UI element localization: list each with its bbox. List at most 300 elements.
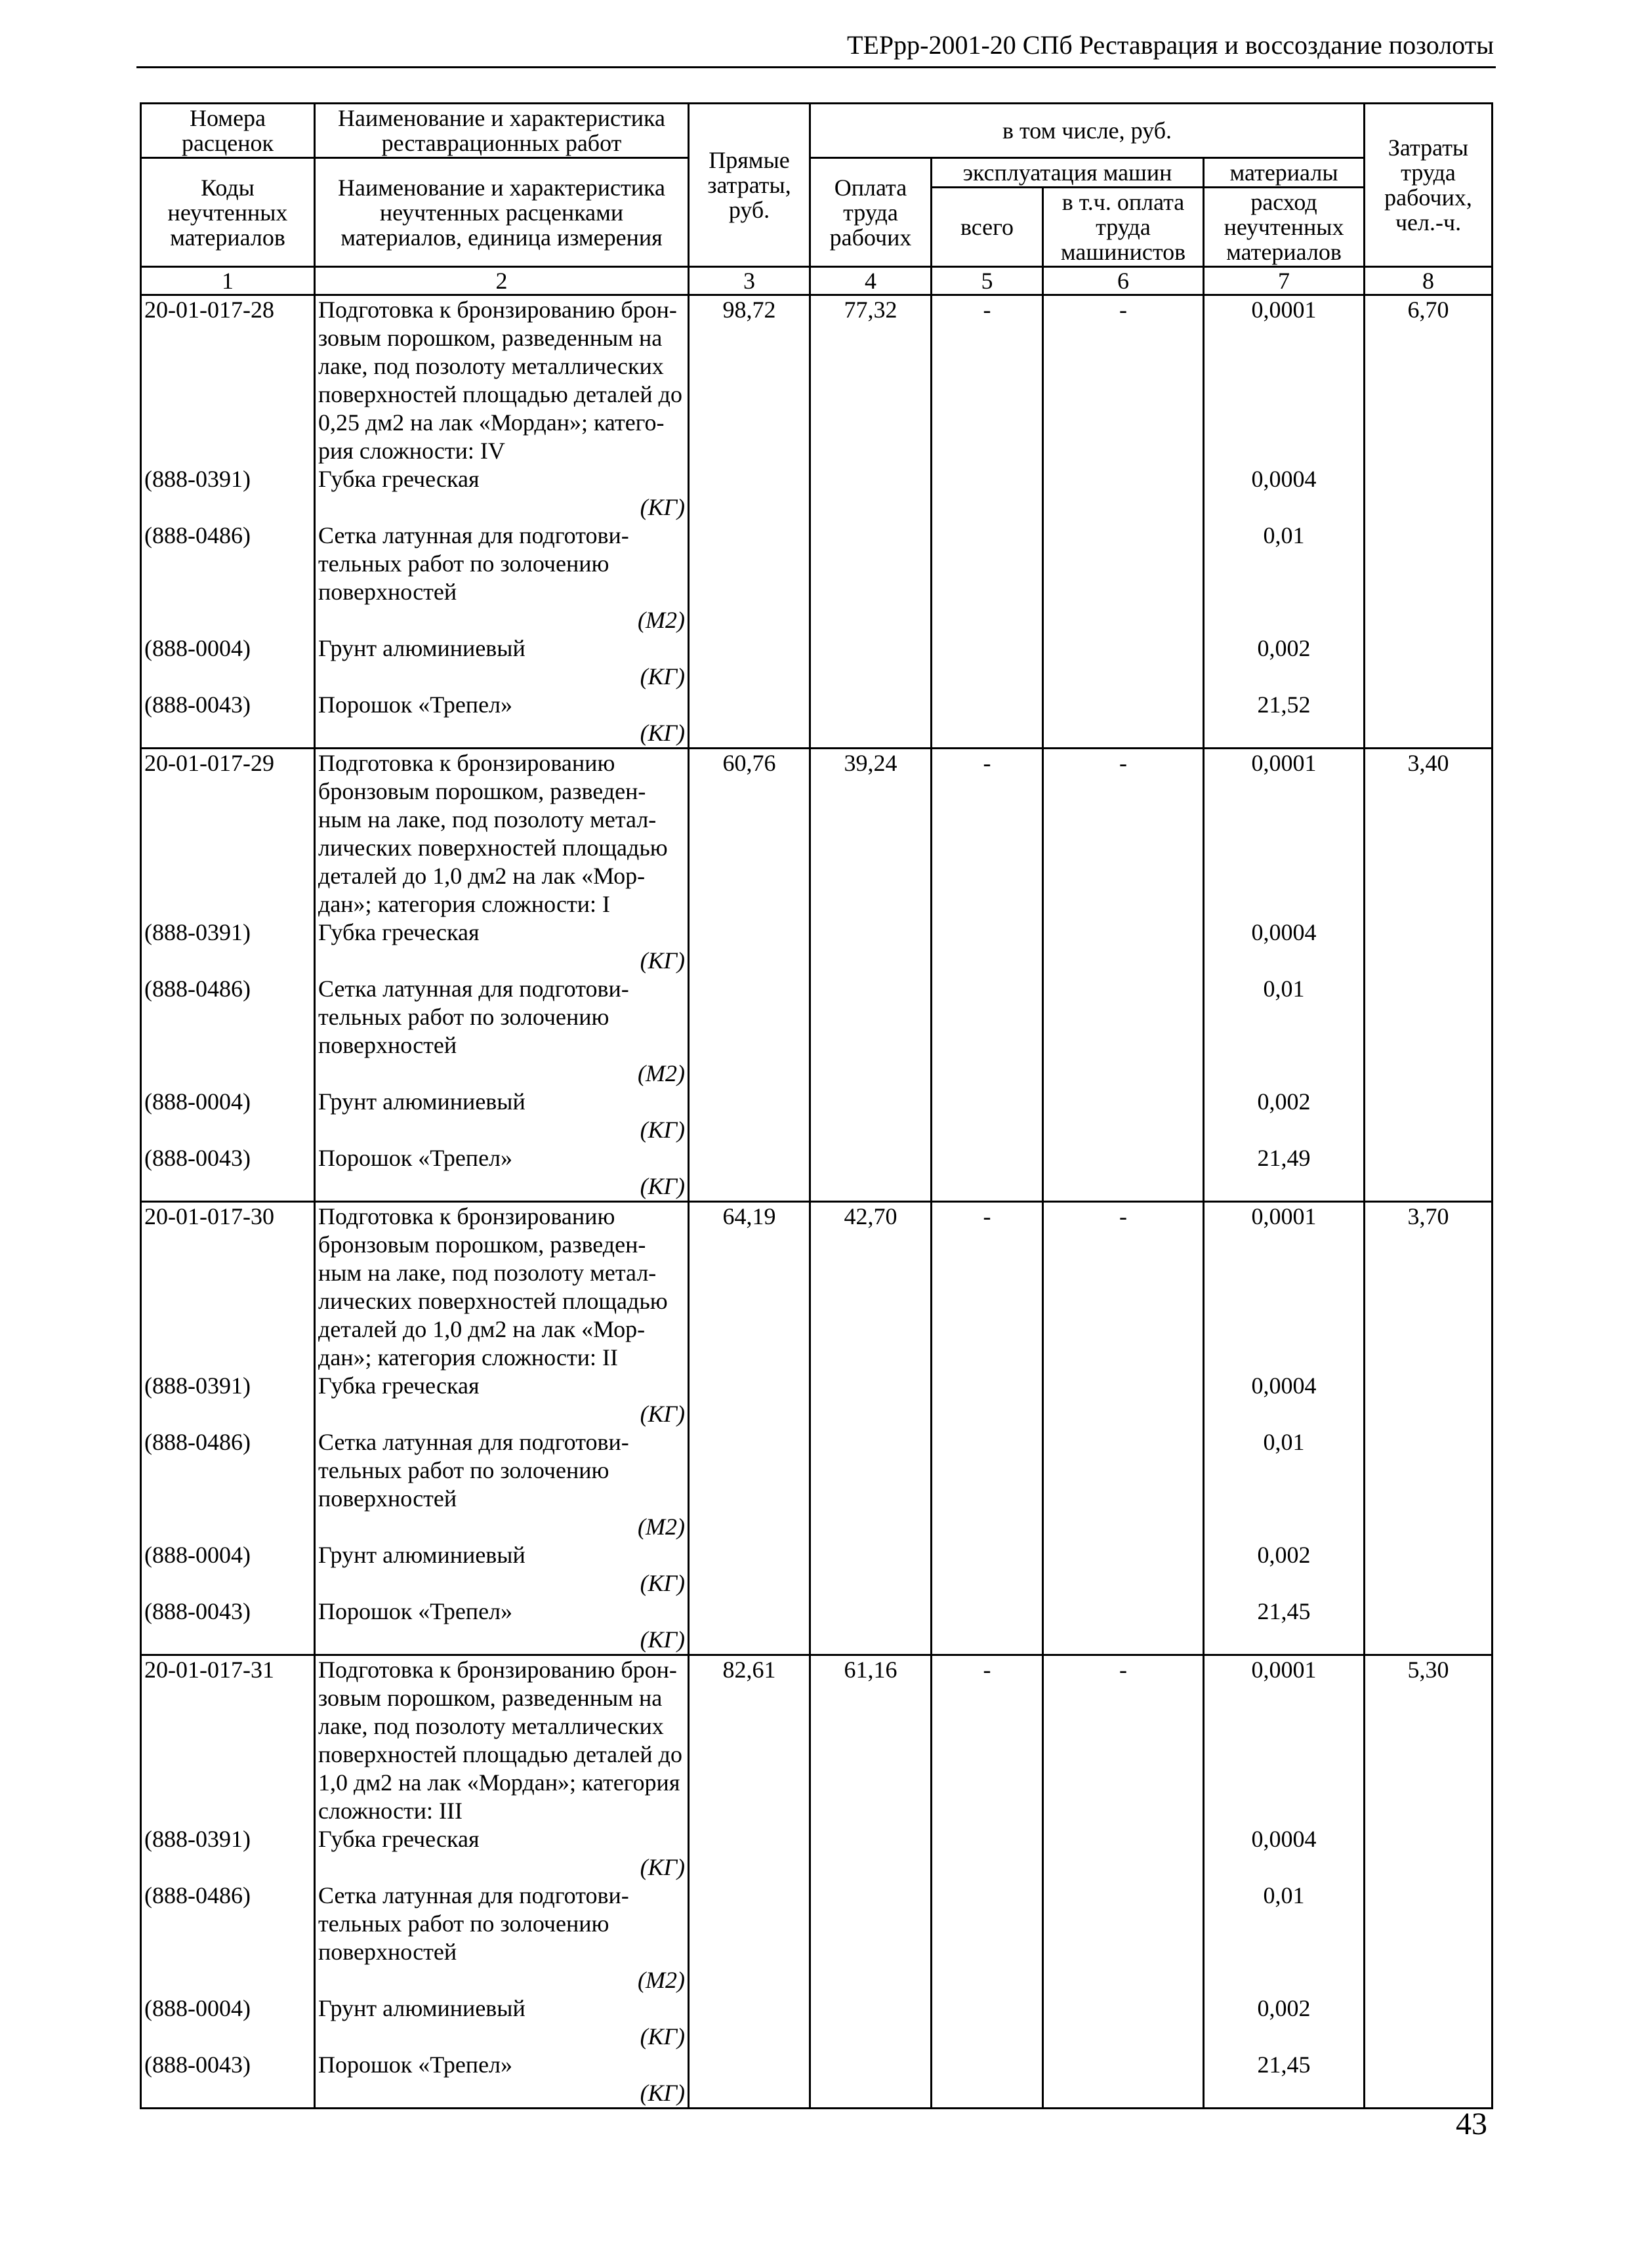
column-number: 4: [810, 267, 932, 295]
material-unit: (КГ): [315, 663, 689, 691]
empty-cell: [932, 493, 1043, 522]
empty-cell: [689, 1626, 810, 1655]
column-number: 1: [141, 267, 315, 295]
empty-cell: [932, 465, 1043, 493]
empty-cell: [1043, 1144, 1204, 1172]
material-quantity: 0,002: [1204, 1541, 1365, 1569]
material-code: (888-0486): [141, 1428, 315, 1513]
material-quantity: 0,0004: [1204, 1825, 1365, 1853]
material-quantity: 21,52: [1204, 691, 1365, 719]
labor-pay-value: 39,24: [810, 749, 932, 919]
empty-cell: [689, 1116, 810, 1144]
empty-cell: [810, 1172, 932, 1202]
material-quantity: 0,01: [1204, 1428, 1365, 1513]
empty-cell: [1365, 465, 1493, 493]
column-number: 3: [689, 267, 810, 295]
empty-cell: [1365, 1372, 1493, 1400]
material-code: (888-0043): [141, 1144, 315, 1172]
header-material-name: Наименование и характеристика неучтенных расценками материалов, единица измерения: [315, 158, 689, 267]
empty-cell: [932, 719, 1043, 749]
material-row: [141, 918, 1493, 947]
empty-cell: [932, 1116, 1043, 1144]
material-row: [141, 1825, 1493, 1853]
material-name: Порошок «Трепел»: [315, 691, 689, 719]
empty-cell: [932, 2051, 1043, 2079]
empty-cell: [1043, 947, 1204, 975]
empty-cell: [1365, 1626, 1493, 1655]
material-code: (888-0391): [141, 1825, 315, 1853]
empty-cell: [1043, 1400, 1204, 1428]
empty-cell: [1204, 1172, 1365, 1202]
machines-total-value: -: [932, 1202, 1043, 1372]
labor-pay-value: 61,16: [810, 1655, 932, 1826]
material-quantity: 21,45: [1204, 2051, 1365, 2079]
material-row: [141, 1428, 1493, 1513]
empty-cell: [1365, 663, 1493, 691]
material-row: [141, 975, 1493, 1060]
empty-cell: [141, 1060, 315, 1088]
empty-cell: [1365, 1116, 1493, 1144]
empty-cell: [932, 1428, 1043, 1513]
empty-cell: [1043, 1513, 1204, 1541]
empty-cell: [810, 2079, 932, 2109]
rate-code: 20-01-017-28: [141, 295, 315, 466]
material-code: (888-0043): [141, 691, 315, 719]
empty-cell: [810, 2023, 932, 2051]
empty-cell: [1043, 1372, 1204, 1400]
column-number: 5: [932, 267, 1043, 295]
empty-cell: [810, 1966, 932, 1994]
empty-cell: [1043, 691, 1204, 719]
column-number: 2: [315, 267, 689, 295]
empty-cell: [810, 493, 932, 522]
direct-costs-value: 98,72: [689, 295, 810, 466]
material-code: (888-0004): [141, 634, 315, 663]
empty-cell: [932, 1088, 1043, 1116]
empty-cell: [1365, 947, 1493, 975]
rate-row: [141, 1655, 1493, 1826]
rate-description: Подготовка к бронзированию бронзовым порошком, разведен- ным на лаке, под позолоту метал- лических поверхностей площадью деталей до 1,0 дм2 на лак «Мор- дан»; категория сложности: I: [315, 749, 689, 919]
empty-cell: [1365, 1060, 1493, 1088]
empty-cell: [141, 1400, 315, 1428]
material-unit: (КГ): [315, 947, 689, 975]
empty-cell: [1204, 1060, 1365, 1088]
material-code: (888-0391): [141, 1372, 315, 1400]
empty-cell: [810, 1372, 932, 1400]
direct-costs-value: 60,76: [689, 749, 810, 919]
material-quantity: 0,0004: [1204, 465, 1365, 493]
material-name: Порошок «Трепел»: [315, 1144, 689, 1172]
material-quantity: 0,0004: [1204, 1372, 1365, 1400]
empty-cell: [932, 1569, 1043, 1598]
machinist-pay-value: -: [1043, 1655, 1204, 1826]
empty-cell: [932, 2023, 1043, 2051]
material-quantity: 0,01: [1204, 975, 1365, 1060]
material-code: (888-0486): [141, 1882, 315, 1966]
empty-cell: [932, 1172, 1043, 1202]
material-unit: (М2): [315, 606, 689, 634]
material-unit-row: [141, 1116, 1493, 1144]
material-row: [141, 1882, 1493, 1966]
empty-cell: [810, 522, 932, 606]
material-consumption-value: 0,0001: [1204, 749, 1365, 919]
header-machines-total: всего: [932, 188, 1043, 267]
material-code: (888-0391): [141, 465, 315, 493]
empty-cell: [1204, 1966, 1365, 1994]
empty-cell: [932, 1626, 1043, 1655]
page-number: 43: [1456, 2107, 1487, 2141]
material-code: (888-0004): [141, 1541, 315, 1569]
empty-cell: [1043, 2079, 1204, 2109]
material-row: [141, 1541, 1493, 1569]
empty-cell: [932, 1400, 1043, 1428]
material-consumption-value: 0,0001: [1204, 295, 1365, 466]
rate-row: [141, 1202, 1493, 1372]
empty-cell: [1043, 1060, 1204, 1088]
empty-cell: [932, 975, 1043, 1060]
machinist-pay-value: -: [1043, 1202, 1204, 1372]
empty-cell: [689, 606, 810, 634]
empty-cell: [810, 975, 932, 1060]
empty-cell: [141, 2023, 315, 2051]
empty-cell: [932, 918, 1043, 947]
empty-cell: [932, 1966, 1043, 1994]
empty-cell: [1043, 1882, 1204, 1966]
empty-cell: [810, 2051, 932, 2079]
empty-cell: [932, 1372, 1043, 1400]
empty-cell: [932, 691, 1043, 719]
empty-cell: [810, 1569, 932, 1598]
empty-cell: [810, 1882, 932, 1966]
empty-cell: [1043, 975, 1204, 1060]
material-name: Порошок «Трепел»: [315, 1598, 689, 1626]
machinist-pay-value: -: [1043, 749, 1204, 919]
column-number: 8: [1365, 267, 1493, 295]
page-header-title: ТЕРрр-2001-20 СПб Реставрация и воссоздание позолоты: [847, 30, 1494, 60]
empty-cell: [141, 1853, 315, 1882]
empty-cell: [810, 1541, 932, 1569]
header-labor-hours: Затраты труда рабочих, чел.-ч.: [1365, 104, 1493, 267]
empty-cell: [689, 522, 810, 606]
material-unit: (М2): [315, 1966, 689, 1994]
empty-cell: [1204, 1569, 1365, 1598]
empty-cell: [689, 975, 810, 1060]
empty-cell: [810, 947, 932, 975]
labor-hours-value: 6,70: [1365, 295, 1493, 466]
empty-cell: [1365, 1825, 1493, 1853]
empty-cell: [689, 1172, 810, 1202]
material-name: Грунт алюминиевый: [315, 1088, 689, 1116]
material-unit-row: [141, 1400, 1493, 1428]
empty-cell: [689, 634, 810, 663]
empty-cell: [1365, 1513, 1493, 1541]
material-name: Сетка латунная для подготови- тельных работ по золочению поверхностей: [315, 1882, 689, 1966]
empty-cell: [810, 1060, 932, 1088]
labor-pay-value: 77,32: [810, 295, 932, 466]
empty-cell: [1043, 719, 1204, 749]
empty-cell: [1365, 1172, 1493, 1202]
empty-cell: [1043, 1994, 1204, 2023]
machines-total-value: -: [932, 295, 1043, 466]
empty-cell: [689, 493, 810, 522]
material-code: (888-0391): [141, 918, 315, 947]
material-code: (888-0043): [141, 1598, 315, 1626]
empty-cell: [1043, 634, 1204, 663]
material-row: [141, 522, 1493, 606]
empty-cell: [1204, 719, 1365, 749]
empty-cell: [1204, 493, 1365, 522]
empty-cell: [810, 719, 932, 749]
empty-cell: [141, 1966, 315, 1994]
empty-cell: [1043, 663, 1204, 691]
empty-cell: [1204, 663, 1365, 691]
material-unit-row: [141, 947, 1493, 975]
empty-cell: [932, 1853, 1043, 1882]
header-material-codes: Коды неучтенных материалов: [141, 158, 315, 267]
empty-cell: [1043, 1598, 1204, 1626]
empty-cell: [1043, 1626, 1204, 1655]
labor-hours-value: 5,30: [1365, 1655, 1493, 1826]
material-quantity: 0,01: [1204, 522, 1365, 606]
empty-cell: [1043, 1088, 1204, 1116]
empty-cell: [810, 663, 932, 691]
material-unit-row: [141, 606, 1493, 634]
material-unit: (КГ): [315, 1853, 689, 1882]
empty-cell: [1365, 522, 1493, 606]
material-code: (888-0004): [141, 1088, 315, 1116]
empty-cell: [1365, 2079, 1493, 2109]
header-rule: [136, 66, 1496, 68]
empty-cell: [141, 719, 315, 749]
empty-cell: [141, 606, 315, 634]
empty-cell: [689, 2079, 810, 2109]
empty-cell: [932, 1598, 1043, 1626]
rate-code: 20-01-017-31: [141, 1655, 315, 1826]
material-code: (888-0043): [141, 2051, 315, 2079]
empty-cell: [689, 465, 810, 493]
header-direct-costs: Прямые затраты, руб.: [689, 104, 810, 267]
empty-cell: [1365, 1994, 1493, 2023]
material-unit: (КГ): [315, 1569, 689, 1598]
empty-cell: [689, 2023, 810, 2051]
empty-cell: [689, 947, 810, 975]
machines-total-value: -: [932, 1655, 1043, 1826]
material-unit-row: [141, 1172, 1493, 1202]
empty-cell: [689, 1825, 810, 1853]
empty-cell: [1043, 1825, 1204, 1853]
empty-cell: [1365, 1088, 1493, 1116]
empty-cell: [1365, 1569, 1493, 1598]
empty-cell: [689, 1966, 810, 1994]
material-unit: (М2): [315, 1513, 689, 1541]
header-work-name: Наименование и характеристика реставрационных работ: [315, 104, 689, 158]
empty-cell: [810, 1088, 932, 1116]
empty-cell: [1043, 1853, 1204, 1882]
empty-cell: [141, 1626, 315, 1655]
empty-cell: [810, 634, 932, 663]
material-unit-row: [141, 493, 1493, 522]
empty-cell: [1043, 1116, 1204, 1144]
rate-description: Подготовка к бронзированию бронзовым порошком, разведен- ным на лаке, под позолоту метал- лических поверхностей площадью деталей до 1,0 дм2 на лак «Мор- дан»; категория сложности: II: [315, 1202, 689, 1372]
empty-cell: [810, 1400, 932, 1428]
material-row: [141, 1598, 1493, 1626]
material-row: [141, 1994, 1493, 2023]
empty-cell: [1365, 1541, 1493, 1569]
empty-cell: [689, 1060, 810, 1088]
empty-cell: [689, 1428, 810, 1513]
empty-cell: [1365, 918, 1493, 947]
empty-cell: [932, 1994, 1043, 2023]
material-row: [141, 691, 1493, 719]
empty-cell: [810, 606, 932, 634]
machinist-pay-value: -: [1043, 295, 1204, 466]
direct-costs-value: 64,19: [689, 1202, 810, 1372]
empty-cell: [689, 1400, 810, 1428]
empty-cell: [689, 719, 810, 749]
empty-cell: [810, 691, 932, 719]
empty-cell: [810, 1513, 932, 1541]
material-row: [141, 1088, 1493, 1116]
material-name: Губка греческая: [315, 1825, 689, 1853]
empty-cell: [1365, 1882, 1493, 1966]
empty-cell: [1365, 691, 1493, 719]
column-number: 6: [1043, 267, 1204, 295]
empty-cell: [1204, 947, 1365, 975]
empty-cell: [1365, 1853, 1493, 1882]
empty-cell: [1365, 2023, 1493, 2051]
empty-cell: [810, 918, 932, 947]
price-table: [140, 102, 1493, 2109]
empty-cell: [1365, 1966, 1493, 1994]
empty-cell: [1365, 606, 1493, 634]
empty-cell: [810, 1626, 932, 1655]
material-name: Сетка латунная для подготови- тельных работ по золочению поверхностей: [315, 975, 689, 1060]
material-unit-row: [141, 2079, 1493, 2109]
material-code: (888-0004): [141, 1994, 315, 2023]
empty-cell: [932, 1060, 1043, 1088]
empty-cell: [689, 1513, 810, 1541]
material-unit-row: [141, 663, 1493, 691]
empty-cell: [932, 606, 1043, 634]
empty-cell: [689, 1853, 810, 1882]
empty-cell: [1204, 2079, 1365, 2109]
empty-cell: [932, 1144, 1043, 1172]
empty-cell: [141, 663, 315, 691]
material-unit: (КГ): [315, 2079, 689, 2109]
empty-cell: [1204, 606, 1365, 634]
material-quantity: 0,01: [1204, 1882, 1365, 1966]
material-name: Губка греческая: [315, 465, 689, 493]
empty-cell: [810, 1428, 932, 1513]
empty-cell: [1043, 2051, 1204, 2079]
empty-cell: [141, 947, 315, 975]
material-quantity: 21,49: [1204, 1144, 1365, 1172]
empty-cell: [689, 1088, 810, 1116]
empty-cell: [1204, 1400, 1365, 1428]
empty-cell: [1365, 1144, 1493, 1172]
empty-cell: [1043, 493, 1204, 522]
empty-cell: [141, 1116, 315, 1144]
empty-cell: [1365, 634, 1493, 663]
empty-cell: [1043, 606, 1204, 634]
header-machine-operation: эксплуатация машин: [932, 158, 1204, 188]
empty-cell: [1365, 493, 1493, 522]
empty-cell: [1365, 975, 1493, 1060]
empty-cell: [932, 1513, 1043, 1541]
empty-cell: [689, 918, 810, 947]
empty-cell: [932, 1882, 1043, 1966]
empty-cell: [810, 1825, 932, 1853]
material-row: [141, 634, 1493, 663]
material-unit: (КГ): [315, 1116, 689, 1144]
rate-description: Подготовка к бронзированию брон- зовым порошком, разведенным на лаке, под позолоту металлических поверхностей площадью деталей до 1,0 дм2 на лак «Мордан»; категория сложности: III: [315, 1655, 689, 1826]
rate-row: [141, 295, 1493, 466]
empty-cell: [689, 1994, 810, 2023]
empty-cell: [1365, 1428, 1493, 1513]
empty-cell: [689, 663, 810, 691]
labor-hours-value: 3,70: [1365, 1202, 1493, 1372]
header-rate-numbers: Номера расценок: [141, 104, 315, 158]
material-unit: (КГ): [315, 493, 689, 522]
empty-cell: [1043, 1428, 1204, 1513]
material-unit: (КГ): [315, 1626, 689, 1655]
material-consumption-value: 0,0001: [1204, 1655, 1365, 1826]
material-unit: (КГ): [315, 1172, 689, 1202]
material-name: Грунт алюминиевый: [315, 634, 689, 663]
empty-cell: [1204, 1513, 1365, 1541]
rate-description: Подготовка к бронзированию брон- зовым порошком, разведенным на лаке, под позолоту металлических поверхностей площадью деталей до 0,25 дм2 на лак «Мордан»; катего- рия сложности: IV: [315, 295, 689, 466]
material-name: Грунт алюминиевый: [315, 1994, 689, 2023]
empty-cell: [932, 947, 1043, 975]
empty-cell: [932, 663, 1043, 691]
empty-cell: [1365, 2051, 1493, 2079]
material-unit-row: [141, 1966, 1493, 1994]
empty-cell: [689, 1144, 810, 1172]
empty-cell: [810, 1598, 932, 1626]
empty-cell: [1043, 2023, 1204, 2051]
empty-cell: [141, 1172, 315, 1202]
material-name: Сетка латунная для подготови- тельных работ по золочению поверхностей: [315, 522, 689, 606]
empty-cell: [141, 1569, 315, 1598]
material-unit-row: [141, 2023, 1493, 2051]
rate-code: 20-01-017-29: [141, 749, 315, 919]
material-unit: (М2): [315, 1060, 689, 1088]
material-name: Губка греческая: [315, 918, 689, 947]
empty-cell: [1365, 1598, 1493, 1626]
empty-cell: [1043, 1569, 1204, 1598]
empty-cell: [810, 1144, 932, 1172]
machines-total-value: -: [932, 749, 1043, 919]
empty-cell: [810, 1994, 932, 2023]
material-unit: (КГ): [315, 719, 689, 749]
empty-cell: [810, 465, 932, 493]
empty-cell: [689, 1569, 810, 1598]
empty-cell: [810, 1853, 932, 1882]
empty-cell: [1204, 1853, 1365, 1882]
empty-cell: [141, 493, 315, 522]
material-unit: (КГ): [315, 2023, 689, 2051]
empty-cell: [141, 2079, 315, 2109]
material-quantity: 0,002: [1204, 1994, 1365, 2023]
material-quantity: 0,002: [1204, 1088, 1365, 1116]
material-unit-row: [141, 1626, 1493, 1655]
material-row: [141, 1372, 1493, 1400]
empty-cell: [932, 634, 1043, 663]
direct-costs-value: 82,61: [689, 1655, 810, 1826]
labor-hours-value: 3,40: [1365, 749, 1493, 919]
material-quantity: 0,002: [1204, 634, 1365, 663]
rate-row: [141, 749, 1493, 919]
